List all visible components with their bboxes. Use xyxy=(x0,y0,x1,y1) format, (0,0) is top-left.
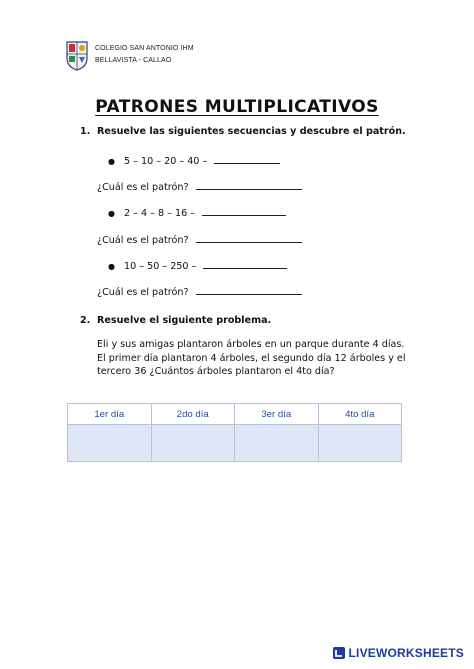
pattern-question-1 xyxy=(97,180,302,193)
bullet-icon: ● xyxy=(108,262,115,271)
page-title: PATRONES MULTIPLICATIVOS xyxy=(95,97,379,117)
days-table xyxy=(67,403,402,462)
bullet-icon: ● xyxy=(108,209,115,218)
question-1-text: Resuelve las siguientes secuencias y descubre el patrón. xyxy=(97,126,406,137)
sequence-1-answer-blank[interactable] xyxy=(214,154,280,164)
sequence-2 xyxy=(108,206,286,219)
pattern-question-2 xyxy=(97,233,302,246)
sequence-1 xyxy=(108,154,280,167)
pattern-question-1-text: ¿Cuál es el patrón? xyxy=(97,182,189,193)
pattern-2-answer-blank[interactable] xyxy=(196,233,302,243)
table-header-day-4: 4to día xyxy=(318,404,402,425)
table-header-day-1: 1er día xyxy=(68,404,152,425)
sequence-2-text: 2 – 4 – 8 – 16 – xyxy=(124,208,196,219)
table-header-day-3: 3er día xyxy=(235,404,319,425)
school-location: BELLAVISTA - CALLAO xyxy=(95,57,172,64)
problem-text: Eli y sus amigas plantaron árboles en un parque durante 4 días. El primer día plantaron 4 árboles, el segundo día 12 árboles y el tercero 36 ¿Cuántos árboles plantaron el 4to día? xyxy=(97,339,406,377)
liveworksheets-logo-icon xyxy=(332,646,346,660)
answer-cell-day-1[interactable] xyxy=(68,425,152,462)
question-2-text: Resuelve el siguiente problema. xyxy=(97,315,272,326)
pattern-question-2-text: ¿Cuál es el patrón? xyxy=(97,235,189,246)
liveworksheets-footer[interactable] xyxy=(332,645,464,661)
sequence-3-answer-blank[interactable] xyxy=(203,259,287,269)
table-header-day-2: 2do día xyxy=(151,404,235,425)
pattern-1-answer-blank[interactable] xyxy=(196,180,302,190)
question-1-number: 1. xyxy=(80,126,91,137)
answer-cell-day-4[interactable] xyxy=(318,425,402,462)
sequence-1-text: 5 – 10 – 20 – 40 – xyxy=(124,156,208,167)
pattern-3-answer-blank[interactable] xyxy=(196,285,302,295)
bullet-icon: ● xyxy=(108,157,115,166)
table-header-row xyxy=(68,404,402,425)
school-name: COLEGIO SAN ANTONIO IHM xyxy=(95,45,194,52)
school-crest-icon xyxy=(66,41,88,71)
pattern-question-3-text: ¿Cuál es el patrón? xyxy=(97,287,189,298)
pattern-question-3 xyxy=(97,285,302,298)
answer-cell-day-2[interactable] xyxy=(151,425,235,462)
table-answer-row xyxy=(68,425,402,462)
sequence-3 xyxy=(108,259,287,272)
answer-cell-day-3[interactable] xyxy=(235,425,319,462)
sequence-2-answer-blank[interactable] xyxy=(202,206,286,216)
sequence-3-text: 10 – 50 – 250 – xyxy=(124,261,197,272)
liveworksheets-brand: LIVEWORKSHEETS xyxy=(348,646,464,660)
question-2-number: 2. xyxy=(80,315,91,326)
